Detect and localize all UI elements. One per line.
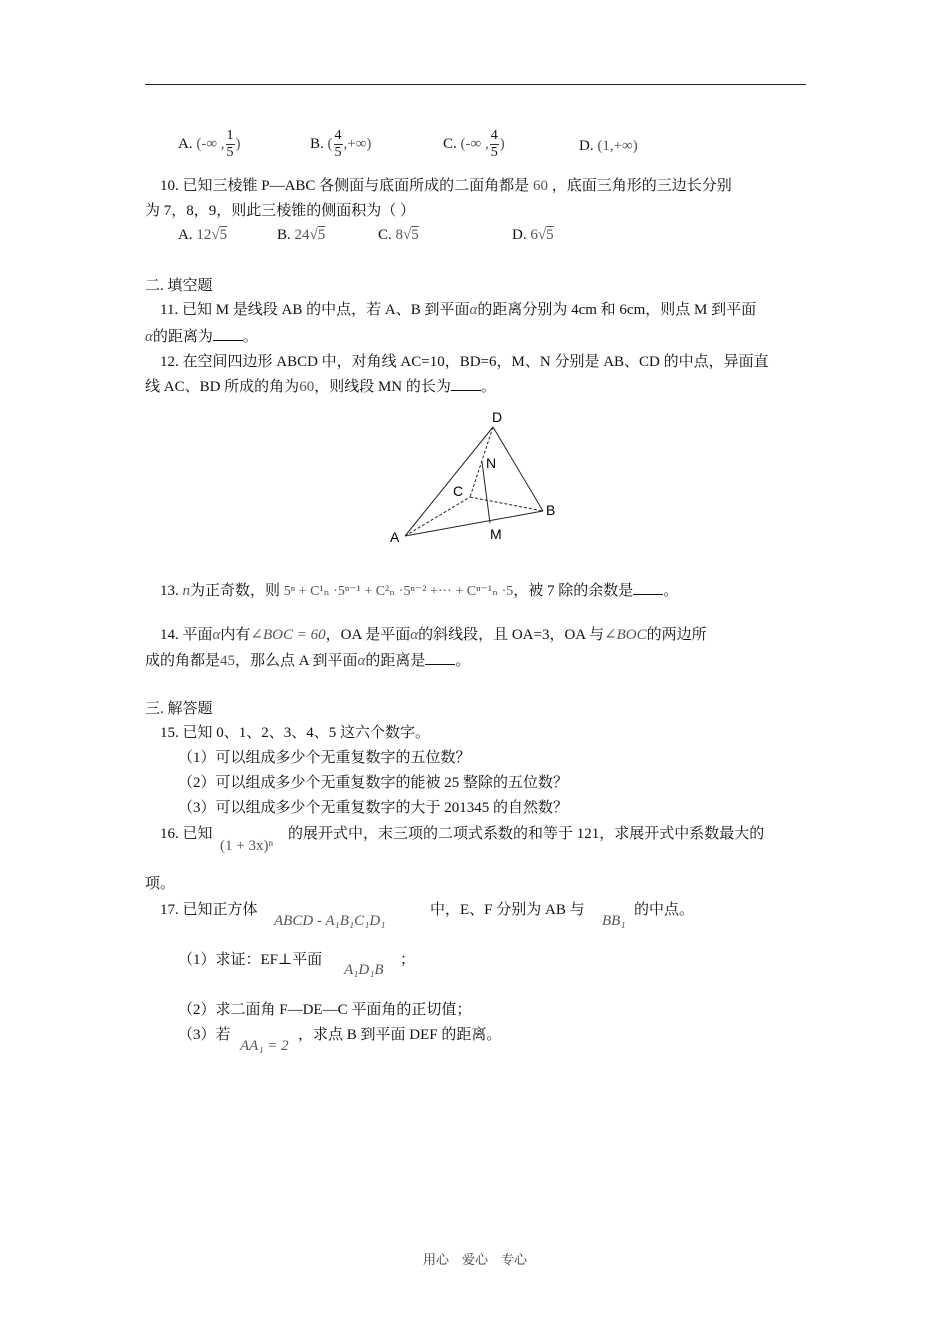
q9-option-b: B. ( $\frac{4}{5}$ ,+∞) xyxy=(310,128,372,160)
q9-option-d: D. (1,+∞) xyxy=(579,138,638,154)
q16-expression: (1 + 3x)ⁿ xyxy=(220,838,274,854)
section-heading-solutions: 三. 解答题 xyxy=(145,701,213,717)
q16-line1b: 的展开式中，末三项的二项式系数的和等于 121，求展开式中系数最大的 xyxy=(288,826,765,842)
answer-blank[interactable] xyxy=(425,650,455,665)
page-footer: 用心 爱心 专心 xyxy=(422,1252,527,1267)
q12-line1: 12. 在空间四边形 ABCD 中，对角线 AC=10，BD=6，M、N 分别是 AB、CD 的中点，异面直 xyxy=(160,354,769,370)
q14-line2: 成的角都是45，那么点 A 到平面α的距离是 。 xyxy=(145,650,470,671)
label-c: C xyxy=(453,483,464,499)
q12-line2: 线 AC、BD 所成的角为60，则线段 MN 的长为 。 xyxy=(145,376,496,397)
q10-option-a: A. 12√5 xyxy=(178,227,228,243)
q17-line1a: 17. 已知正方体 xyxy=(160,902,258,918)
q17-sub2: （2）求二面角 F—DE—C 平面角的正切值； xyxy=(178,1002,472,1018)
q17-sub3a: （3）若 xyxy=(178,1027,231,1043)
q13-line: 13. n为正奇数，则 5ⁿ + C¹ₙ ·5ⁿ⁻¹ + C²ₙ ·5ⁿ⁻² +··· + Cⁿ⁻¹ₙ ·5，被 7 除的余数是 。 xyxy=(160,580,678,602)
q14-line1: 14. 平面α内有∠BOC = 60，OA 是平面α的斜线段，且 OA=3，OA 与∠BOC的两边所 xyxy=(160,627,707,643)
label-b: B xyxy=(546,502,556,518)
q15-sub2: （2）可以组成多少个无重复数字的能被 25 整除的五位数？ xyxy=(178,775,569,791)
answer-blank[interactable] xyxy=(213,326,243,341)
q16-line1: 16. 已知 xyxy=(160,826,213,842)
q15-line: 15. 已知 0、1、2、3、4、5 这六个数字。 xyxy=(160,725,431,741)
edge-cb xyxy=(470,497,543,511)
q10-option-c: C. 8√5 xyxy=(378,227,419,243)
q15-sub1: （1）可以组成多少个无重复数字的五位数？ xyxy=(178,750,471,766)
q11-line2: α的距离为 。 xyxy=(145,326,258,347)
tetrahedron-figure xyxy=(380,405,570,550)
label-m: M xyxy=(490,526,502,542)
q11-line1: 11. 已知 M 是线段 AB 的中点，若 A、B 到平面α的距离分别为 4cm 和 6cm，则点 M 到平面 xyxy=(160,302,757,318)
label-a: A xyxy=(390,529,400,545)
q10-line1: 10. 已知三棱锥 P—ABC 各侧面与底面所成的二面角都是 60 ，底面三角形的三边长分别 xyxy=(160,178,732,194)
label-d: D xyxy=(492,409,503,425)
q17-sub3-expr: AA₁ = 2 xyxy=(240,1038,289,1054)
segment-mn xyxy=(482,462,490,523)
q17-bb1: BB₁ xyxy=(602,913,626,929)
q9-option-c: C. (-∞ , $\frac{4}{5}$ ) xyxy=(443,128,505,160)
answer-blank[interactable] xyxy=(633,580,663,595)
q10-option-d: D. 6√5 xyxy=(512,227,554,243)
edge-ab xyxy=(405,511,543,536)
q16-line2: 项。 xyxy=(145,876,176,892)
edge-db xyxy=(493,427,543,511)
q17-line1b: 中，E、F 分别为 AB 与 xyxy=(430,902,585,918)
q9-option-a: A. (-∞ , $\frac{1}{5}$ ) xyxy=(178,128,241,160)
header-rule xyxy=(145,84,806,85)
label-n: N xyxy=(486,455,497,471)
section-heading-fill-in: 二. 填空题 xyxy=(145,278,213,294)
q17-line1c: 的中点。 xyxy=(634,902,695,918)
q15-sub3: （3）可以组成多少个无重复数字的大于 201345 的自然数？ xyxy=(178,800,569,816)
q17-cube: ABCD - A₁B₁C₁D₁ xyxy=(274,913,386,929)
answer-blank[interactable] xyxy=(451,376,481,391)
q10-option-b: B. 24√5 xyxy=(277,227,326,243)
q17-sub1-plane: A₁D₁B xyxy=(344,962,384,978)
q17-sub1b: ； xyxy=(400,952,416,968)
q17-sub1a: （1）求证：EF⊥平面 xyxy=(178,952,323,968)
q17-sub3b: ，求点 B 到平面 DEF 的距离。 xyxy=(298,1027,502,1043)
q10-line2: 为 7，8，9，则此三棱锥的侧面积为（ ） xyxy=(145,203,416,219)
edge-ad xyxy=(405,427,493,536)
